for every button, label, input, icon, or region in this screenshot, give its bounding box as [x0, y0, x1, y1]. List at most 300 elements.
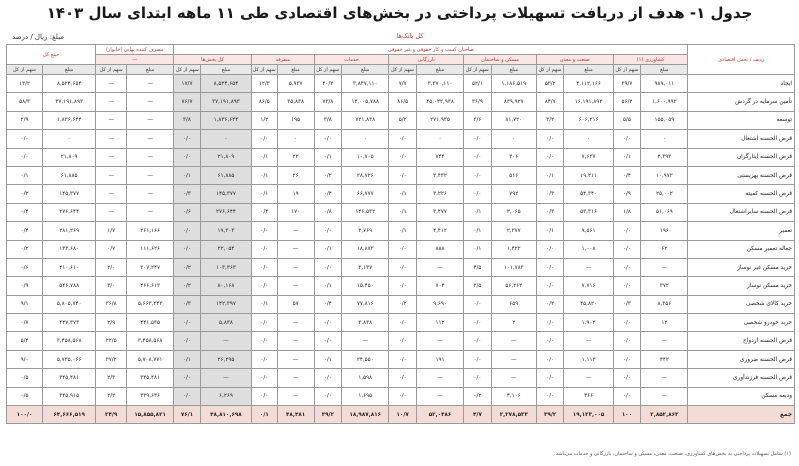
cell-share: ۰/۰ [536, 130, 564, 148]
cell-amount: ۱,۸۳۶,۶۴۴ [200, 111, 251, 129]
cell-share: ۰/۱ [464, 203, 492, 221]
cell-share: — [96, 185, 127, 203]
cell-amount: ۵۳,۳۱۶ [564, 203, 613, 221]
cell-share: ۵/۲ [389, 111, 417, 129]
cell-share: ۰/۱ [464, 222, 492, 240]
cell-amount: — [127, 130, 174, 148]
header-share: سهم از کل [464, 65, 492, 75]
cell-amount: ۰ [416, 130, 463, 148]
cell-share: ۰/۴ [7, 203, 43, 221]
cell-share: ۰/۷ [7, 314, 43, 332]
cell-share: ۰/۰ [389, 350, 417, 368]
table-row [7, 258, 795, 276]
header-amount: مبلغ [641, 65, 688, 75]
cell-share: ۰/۰ [613, 240, 641, 258]
cell-amount: ۶۶,۷۷۷ [342, 185, 389, 203]
header-sector-2: مسکن و ساختمان [464, 55, 537, 65]
cell-amount: ۱,۸۳۶,۶۴۴ [43, 111, 96, 129]
cell-amount: ۵۴۶,۷۸۸ [43, 277, 96, 295]
cell-amount: ۳,۳۷۰,۱۱۰ [416, 75, 463, 93]
cell-share: ۰/۳ [174, 185, 201, 203]
cell-amount: ۵,۷۰۸,۷۷۱ [127, 350, 174, 368]
header-amount: مبلغ [564, 65, 613, 75]
cell-share: ۱۰۰ [613, 406, 641, 424]
cell-share: ۰/۰ [174, 130, 201, 148]
cell-amount: ۳۴۵,۹۱۵ [43, 387, 96, 405]
cell-share: ۰/۰ [314, 130, 342, 148]
cell-amount: ۱۲ [641, 314, 688, 332]
cell-amount: — [277, 277, 314, 295]
table-row [7, 148, 795, 166]
page-title: جدول ۱- هدف از دریافت تسهیلات پرداختی در بخش‌های اقتصادی طی ۱۱ ماهه ابتدای سال ۱۴۰۳ [46, 4, 753, 22]
cell-share: ۵۲/۱ [464, 75, 492, 93]
cell-amount: ۵۱۶ [491, 166, 536, 184]
cell-share: ۰/۰ [174, 240, 201, 258]
cell-amount: ۷۷,۸۱۶ [342, 295, 389, 313]
cell-share: ۳۶/۸ [96, 295, 127, 313]
cell-share: ۰/۰ [613, 350, 641, 368]
cell-amount: — [277, 369, 314, 387]
cell-amount: ۹۸۹,۰۱۱ [641, 75, 688, 93]
cell-share: ۷/۷ [389, 75, 417, 93]
cell-amount: ۵۴,۳۴۰ [564, 185, 613, 203]
cell-share: ۰/۱ [389, 203, 417, 221]
cell-amount: — [200, 332, 251, 350]
row-sector-label: ایجاد [688, 75, 795, 93]
row-sector-label: تعمیر [688, 222, 795, 240]
cell-share: ۰/۰ [7, 148, 43, 166]
cell-amount: ۶۴,۶۶۶,۵۱۹ [43, 406, 96, 424]
table-row [7, 130, 795, 148]
cell-amount: ۲,۸۵۲,۸۶۳ [641, 406, 688, 424]
cell-share: ۰/۱ [464, 240, 492, 258]
header-total: جمع کل [7, 45, 96, 65]
cell-amount: ۸,۵۲۴,۶۵۴ [200, 75, 251, 93]
cell-amount: — [641, 332, 688, 350]
cell-share: ۰/۰ [536, 387, 564, 405]
header-share: سهم از کل [252, 66, 276, 73]
cell-share: ۰/۰ [536, 350, 564, 368]
cell-amount: ۱۱۱,۶۲۶ [127, 240, 174, 258]
cell-amount: ۵,۶۶۳,۳۴۳ [127, 295, 174, 313]
cell-amount: ۴۵,۸۲۰ [564, 295, 613, 313]
cell-share: ۰/۰ [464, 185, 492, 203]
cell-share: ۳/۰ [96, 277, 127, 295]
cell-share: ۰/۳ [536, 203, 564, 221]
cell-share: ۰/۳ [613, 295, 641, 313]
cell-amount: ۱۰۱,۷۸۳ [491, 258, 536, 276]
table-row [7, 369, 795, 387]
header-amount: مبلغ [342, 65, 389, 75]
cell-amount: ۸,۵۲۴,۶۵۴ [43, 75, 96, 93]
cell-amount: ۷,۶۳۷ [564, 148, 613, 166]
cell-amount: ۱۸,۸۷۳ [342, 240, 389, 258]
cell-share: ۳/۲ [536, 111, 564, 129]
cell-amount: ۲۲,۰۵۴ [200, 240, 251, 258]
cell-share: ۸۶/۵ [389, 93, 417, 111]
cell-share: ۰/۱ [314, 240, 342, 258]
cell-amount: ۳۴۵,۴۸۱ [43, 369, 96, 387]
cell-share: ۵/۵ [613, 111, 641, 129]
cell-amount: — [491, 350, 536, 368]
cell-share: ۷۶/۱ [174, 406, 201, 424]
cell-share: ۱۳/۲ [7, 75, 43, 93]
cell-amount: — [564, 258, 613, 276]
row-sector-label: خرید کالای شخصی [688, 295, 795, 313]
cell-share: ۰/۶ [7, 258, 43, 276]
cell-amount: ۱۰,۹۷۳ [641, 166, 688, 184]
cell-share: ۳/۸ [314, 111, 342, 129]
cell-share: ۰/۰ [536, 148, 564, 166]
cell-amount: ۱۵,۴۵۰ [342, 277, 389, 295]
cell-amount: ۲۷۶,۶۴۴ [43, 203, 96, 221]
cell-amount: — [564, 369, 613, 387]
header-share: سهم از کل [536, 65, 564, 75]
cell-share: ۰/۰ [613, 332, 641, 350]
cell-share: ۰/۰ [464, 314, 492, 332]
cell-amount: ۳۷,۱۹۱,۸۹۳ [200, 93, 251, 111]
cell-share: ۰/۰ [174, 332, 201, 350]
header-sector-0: کشاورزی (۱) [613, 55, 688, 65]
cell-share: ۰/۰ [613, 369, 641, 387]
header-share: سهم از کل [613, 65, 641, 75]
cell-share: ۰/۰ [252, 130, 278, 148]
cell-amount: — [416, 258, 463, 276]
cell-amount: ۶۱,۸۸۵ [43, 166, 96, 184]
cell-amount: ۳۷۲ [641, 277, 688, 295]
cell-amount: ۵,۷۳۵,۰۶۶ [43, 350, 96, 368]
cell-amount: ۱,۱۱۲ [564, 350, 613, 368]
table-row [7, 185, 795, 203]
cell-share: ۳/۸ [174, 111, 201, 129]
cell-amount: ۳,۴۵۸,۵۶۸ [43, 332, 96, 350]
cell-amount: — [200, 369, 251, 387]
cell-share: ۰/۰ [464, 350, 492, 368]
cell-amount: ۰ [43, 130, 96, 148]
cell-amount: ۹,۶۹۰ [416, 295, 463, 313]
header-amount: مبلغ [416, 65, 463, 75]
cell-share: ۰/۱ [314, 148, 342, 166]
header-share: سهم از کل [174, 65, 201, 75]
cell-share: ۰/۴ [314, 185, 342, 203]
cell-share: ۰/۰ [536, 258, 564, 276]
cell-share: ۰/۰ [252, 314, 278, 332]
cell-share: ۳۶/۹ [464, 93, 492, 111]
cell-share: ۰/۰ [174, 369, 201, 387]
cell-share: — [96, 75, 127, 93]
cell-amount: ۰ [641, 130, 688, 148]
cell-amount: ۲,۳۹۳ [641, 148, 688, 166]
header-group-consumer: مصرف کننده نهایی (خانوار) [96, 45, 174, 55]
cell-share: ۰/۰ [613, 222, 641, 240]
cell-amount: ۱۸,۹۸۷,۸۱۶ [342, 406, 389, 424]
cell-share: ۰/۰ [174, 314, 201, 332]
cell-amount: ۱۰,۷۰۵ [342, 148, 389, 166]
cell-amount: — [416, 332, 463, 350]
cell-amount: — [277, 350, 314, 368]
cell-share: ۰/۲ [536, 295, 564, 313]
cell-amount: ۱۹۵ [277, 111, 314, 129]
cell-amount: — [277, 332, 314, 350]
cell-share: ۸۶/۵ [252, 93, 278, 111]
cell-share: ۰/۲ [174, 277, 201, 295]
cell-share: ۰/۲ [389, 295, 417, 313]
cell-amount: — [127, 148, 174, 166]
cell-amount: ۲۷۱,۹۳۵ [416, 111, 463, 129]
cell-share: ۱۰۰/۰ [7, 406, 43, 424]
cell-share: — [96, 93, 127, 111]
cell-share: ۰/۰ [613, 387, 641, 405]
cell-amount: ۱,۶۹۵ [342, 387, 389, 405]
cell-share: ۷۶/۷ [174, 93, 201, 111]
cell-share: ۰/۰ [464, 148, 492, 166]
cell-share: ۲/۵ [464, 277, 492, 295]
table-row [7, 111, 795, 129]
cell-share: ۰/۰ [389, 369, 417, 387]
cell-amount: ۴۴۲ [641, 350, 688, 368]
header-share: سهم از کل [389, 65, 417, 75]
cell-share: ۱/۸ [613, 203, 641, 221]
footnote: (۱) شامل تسهیلات پرداختی به بخش‌های کشاورزی، صنعت، معدن، مسکن و ساختمان، بازرگانی و خدمات می‌باشد. [553, 451, 791, 457]
cell-amount: ۳۰۶ [491, 148, 536, 166]
banks-label: کل بانک‌ها [396, 32, 424, 40]
cell-share: ۱/۲ [252, 111, 278, 129]
cell-amount: ۵,۹۳۷ [277, 75, 314, 93]
cell-amount: ۶۱,۸۸۵ [200, 166, 251, 184]
row-sector-label: قرض الحسنه اشتغال [688, 130, 795, 148]
cell-share: ۰/۷ [96, 240, 127, 258]
cell-amount: ۳,۱۳۷ [342, 258, 389, 276]
cell-share: ۰/۱ [536, 166, 564, 184]
cell-share: ۰/۰ [252, 387, 278, 405]
cell-amount: ۲۶,۲۹۵ [200, 350, 251, 368]
table-row [7, 75, 795, 93]
cell-amount: — [491, 332, 536, 350]
cell-share: ۳۹/۲ [536, 406, 564, 424]
header-sector-1: صنعت و معدن [536, 55, 613, 65]
cell-amount: ۲۸,۷۲۶ [342, 166, 389, 184]
cell-share: ۰/۰ [7, 130, 43, 148]
cell-share: ۰/۲ [174, 258, 201, 276]
row-sector-label: جعاله تعمیر مسکن [688, 240, 795, 258]
cell-share: ۰/۳ [536, 185, 564, 203]
cell-share: ۰/۰ [464, 332, 492, 350]
cell-amount: ۲,۷۶۹ [342, 222, 389, 240]
cell-amount: ۳,۸۴۷,۱۱۰ [342, 75, 389, 93]
cell-share: ۰/۹ [613, 185, 641, 203]
row-sector-label: قرض الحسنه بهزیستی [688, 166, 795, 184]
table-row [7, 166, 795, 184]
cell-share: — [96, 148, 127, 166]
table-row [7, 222, 795, 240]
row-sector-label: قرض الحسنه کمیته [688, 185, 795, 203]
cell-amount: ۶۵۹ [491, 295, 536, 313]
cell-share: ۱/۷ [96, 222, 127, 240]
cell-share: ۳/۶ [464, 111, 492, 129]
cell-share: ۰/۰ [314, 258, 342, 276]
cell-share: ۰/۰ [389, 387, 417, 405]
cell-share: ۰/۶ [174, 203, 201, 221]
cell-amount: — [277, 387, 314, 405]
cell-share: ۰/۱ [252, 185, 278, 203]
cell-amount: — [641, 387, 688, 405]
cell-amount: ۷۹۲ [491, 185, 536, 203]
cell-share: ۰/۰ [389, 314, 417, 332]
cell-share: ۰/۵ [7, 387, 43, 405]
cell-share: ۰/۰ [536, 332, 564, 350]
cell-amount: — [277, 314, 314, 332]
cell-amount: ۲,۴۳۲ [416, 166, 463, 184]
cell-share: ۰/۱ [174, 350, 201, 368]
cell-amount: ۳,۴۷۷ [416, 203, 463, 221]
table-body [7, 75, 795, 424]
cell-amount: ۱,۱۸۶,۵۱۹ [491, 75, 536, 93]
cell-share: ۰/۰ [252, 332, 278, 350]
cell-share: ۵۸/۳ [7, 93, 43, 111]
cell-amount: ۳۵,۸۳۸ [277, 93, 314, 111]
cell-amount: ۰ [277, 130, 314, 148]
cell-amount: ۶۲ [641, 240, 688, 258]
row-sector-label: ودیعه مسکن [688, 387, 795, 405]
header-sector: ردیف / بخش اقتصادی [688, 45, 795, 75]
cell-amount: ۴,۴۱۲ [416, 222, 463, 240]
header-sector-5: متفرقه [252, 55, 314, 65]
cell-amount: ۲,۰۶۵ [491, 203, 536, 221]
row-sector-label: توسعه [688, 111, 795, 129]
cell-amount: ۱۵,۸۵۵,۸۲۱ [127, 406, 174, 424]
cell-share: ۰/۰ [389, 148, 417, 166]
cell-share: ۰/۰ [536, 240, 564, 258]
cell-amount: ۵,۸۳۸ [200, 314, 251, 332]
cell-share: ۲/۲ [96, 387, 127, 405]
table-row [7, 93, 795, 111]
cell-amount: ۱۳۳,۶۸۰ [43, 240, 96, 258]
cell-amount: ۳۰۷,۲۴۷ [127, 258, 174, 276]
header-sector-6: کل بخش‌ها [174, 55, 252, 65]
cell-share: ۲/۳ [96, 369, 127, 387]
cell-amount: ۵۱,۰۶۹ [641, 203, 688, 221]
row-sector-label: قرض الحسنه ضروری [688, 350, 795, 368]
cell-share: ۰/۰ [389, 258, 417, 276]
cell-share: ۰/۰ [314, 332, 342, 350]
header-sector-3: بازرگانی [389, 55, 464, 65]
cell-share: ۰/۴ [7, 222, 43, 240]
cell-share: ۰/۲ [7, 240, 43, 258]
header-share: سهم از کل [7, 65, 43, 75]
cell-share: ۰/۲ [7, 185, 43, 203]
cell-share: ۰/۴ [314, 295, 342, 313]
cell-amount: ۷۴۴ [416, 148, 463, 166]
cell-share: ۳۹/۷ [613, 75, 641, 93]
cell-share: ۰/۰ [252, 240, 278, 258]
cell-amount: — [277, 240, 314, 258]
cell-share: ۲/۰ [96, 258, 127, 276]
table-row [7, 203, 795, 221]
cell-amount: ۲۸۱,۲۶۹ [43, 222, 96, 240]
cell-amount: ۴۴۱,۵۳۵ [127, 314, 174, 332]
table-row [7, 350, 795, 368]
cell-amount: ۲۶ [277, 166, 314, 184]
cell-share: ۰/۲ [464, 387, 492, 405]
cell-share: ۰/۰ [174, 222, 201, 240]
cell-amount: ۶,۲۶۹ [200, 387, 251, 405]
cell-share: ۰/۳ [174, 295, 201, 313]
row-sector-label: تأمین سرمایه در گردش [688, 93, 795, 111]
table-row [7, 332, 795, 350]
cell-amount: — [641, 369, 688, 387]
cell-share: ۷۳/۸ [314, 93, 342, 111]
cell-share: ۰/۱ [314, 350, 342, 368]
cell-amount: ۴,۱۱۲,۱۶۶ [564, 75, 613, 93]
cell-share: ۲/۹ [96, 314, 127, 332]
cell-amount: — [564, 332, 613, 350]
cell-amount: — [342, 332, 389, 350]
cell-amount: ۱۹۶ [641, 222, 688, 240]
row-sector-label: خرید مسکن نوساز [688, 277, 795, 295]
cell-share: ۰/۰ [464, 369, 492, 387]
cell-share: ۵/۴ [7, 332, 43, 350]
cell-amount: ۸,۳۵۶ [641, 295, 688, 313]
cell-share: ۰/۰ [252, 350, 278, 368]
cell-share: — [96, 111, 127, 129]
cell-share: ۰/۱ [252, 166, 278, 184]
cell-share: ۰/۱ [252, 406, 278, 424]
cell-amount: ۵,۸۰۵,۷۴۰ [43, 295, 96, 313]
cell-share: ۵۶/۲ [613, 93, 641, 111]
cell-amount: ۸۰,۱۶۸ [200, 277, 251, 295]
cell-amount: ۱۱۲ [416, 314, 463, 332]
cell-share: — [96, 130, 127, 148]
cell-share: ۰/۱ [252, 295, 278, 313]
cell-share: ۰/۰ [252, 277, 278, 295]
cell-amount: ۱,۵۹۸ [342, 369, 389, 387]
table-row [7, 406, 795, 424]
header-group-legal: صاحبان کسب و کار حقوقی و غیر حقوقی [174, 45, 688, 55]
cell-amount: ۳۴۵,۴۸۱ [127, 369, 174, 387]
cell-share: ۰/۰ [613, 314, 641, 332]
cell-amount: ۲,۲۷۸,۵۳۳ [491, 406, 536, 424]
cell-amount: ۳,۴۵۸,۵۶۸ [127, 332, 174, 350]
cell-share: ۱۷/۷ [174, 75, 201, 93]
cell-share: ۰/۰ [389, 166, 417, 184]
header-amount: مبلغ [491, 65, 536, 75]
cell-share: ۰/۰ [613, 277, 641, 295]
table-row [7, 295, 795, 313]
cell-amount: — [641, 258, 688, 276]
cell-amount: ۱۴۵,۳۷۷ [43, 185, 96, 203]
header-sector-4: خدمات [314, 55, 389, 65]
cell-amount: ۵۷ [277, 295, 314, 313]
cell-amount: ۴۱۰,۶۱۰ [43, 258, 96, 276]
header-amount: مبلغ [200, 65, 251, 75]
cell-share: ۰/۵ [7, 369, 43, 387]
cell-amount: ۱,۹۰۳ [564, 314, 613, 332]
cell-share: ۰/۰ [464, 166, 492, 184]
cell-amount: — [491, 369, 536, 387]
cell-share: ۰/۱ [613, 148, 641, 166]
cell-amount: ۲۲ [277, 148, 314, 166]
cell-amount: ۱,۶۰۰,۹۹۳ [641, 93, 688, 111]
cell-amount: ۲,۳۷۷ [491, 222, 536, 240]
cell-share: ۹/۰ [7, 350, 43, 368]
cell-share: — [96, 166, 127, 184]
cell-amount: ۳,۸۳۸ [342, 314, 389, 332]
cell-amount: ۷۲۱,۸۳۸ [342, 111, 389, 129]
header-amount: مبلغ [127, 65, 174, 75]
cell-amount: ۸۳۹,۹۲۷ [491, 93, 536, 111]
cell-share: ۳۹/۲ [314, 406, 342, 424]
cell-share: — [96, 203, 127, 221]
